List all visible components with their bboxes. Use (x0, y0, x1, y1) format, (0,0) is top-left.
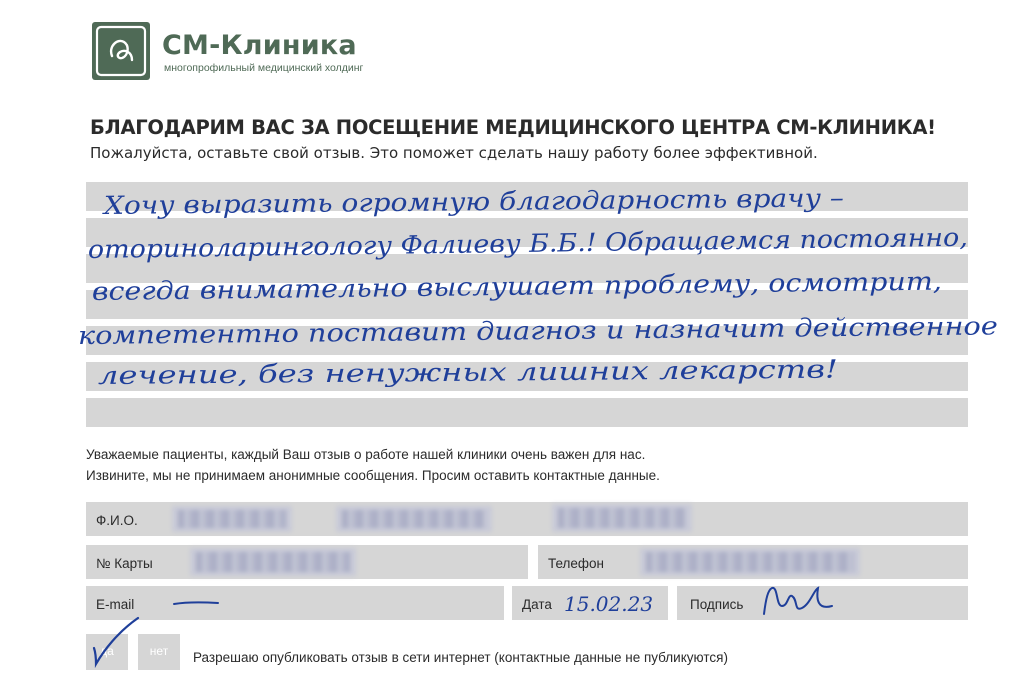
feedback-line[interactable] (86, 182, 968, 211)
check-mark-icon (84, 610, 144, 670)
phone-label: Телефон (548, 556, 605, 571)
fio-redacted (336, 506, 492, 532)
consent-yes-label: да (100, 644, 114, 658)
phone-redacted (640, 548, 860, 576)
feedback-line[interactable] (86, 218, 968, 247)
consent-no-checkbox[interactable] (138, 634, 180, 670)
card-redacted (190, 548, 356, 576)
brand-tagline: многопрофильный медицинский холдинг (164, 62, 364, 74)
logo-emblem-icon (92, 22, 150, 80)
feedback-text-line: всегда внимательно выслушает проблему, осмотрит, (91, 267, 838, 306)
brand-name: СМ-Клиника (162, 30, 357, 61)
signature-scribble (758, 576, 838, 626)
feedback-text-line: оториноларингологу Фалиеву Б.Б.! Обращаемся постоянно, (87, 223, 906, 264)
notice-line-2: Извините, мы не принимаем анонимные сообщения. Просим оставить контактные данные. (86, 468, 660, 483)
page-subtitle: Пожалуйста, оставьте свой отзыв. Это поможет сделать нашу работу более эффективной. (90, 144, 818, 162)
date-handwritten (560, 588, 670, 620)
page-title: БЛАГОДАРИМ ВАС ЗА ПОСЕЩЕНИЕ МЕДИЦИНСКОГО ЦЕНТРА СМ-КЛИНИКА! (90, 116, 936, 139)
feedback-line[interactable] (86, 398, 968, 427)
email-label: E-mail (96, 597, 135, 612)
feedback-text-line: Хочу выразить огромную благодарность врачу – (103, 184, 764, 220)
feedback-line[interactable] (86, 254, 968, 283)
email-dash (172, 596, 222, 610)
feedback-line[interactable] (86, 362, 968, 391)
consent-no-label: нет (149, 644, 169, 658)
card-label: № Карты (96, 556, 153, 571)
feedback-line[interactable] (86, 326, 968, 355)
feedback-text-line: лечение, без ненужных лишних лекарств! (97, 355, 673, 390)
fio-redacted (172, 506, 292, 532)
notice-line-1: Уважаемые пациенты, каждый Ваш отзыв о работе нашей клиники очень важен для нас. (86, 447, 646, 462)
feedback-text-line: компетентно поставит диагноз и назначит действенное (77, 312, 877, 350)
feedback-line[interactable] (86, 290, 968, 319)
date-label: Дата (522, 597, 552, 612)
clinic-logo (92, 22, 150, 80)
email-field[interactable] (86, 586, 504, 620)
fio-redacted (552, 504, 692, 532)
consent-text: Разрешаю опубликовать отзыв в сети интернет (контактные данные не публикуются) (193, 650, 728, 665)
fio-label: Ф.И.О. (96, 513, 138, 528)
signature-label: Подпись (690, 597, 744, 612)
date-value: 15.02.23 (564, 592, 654, 616)
